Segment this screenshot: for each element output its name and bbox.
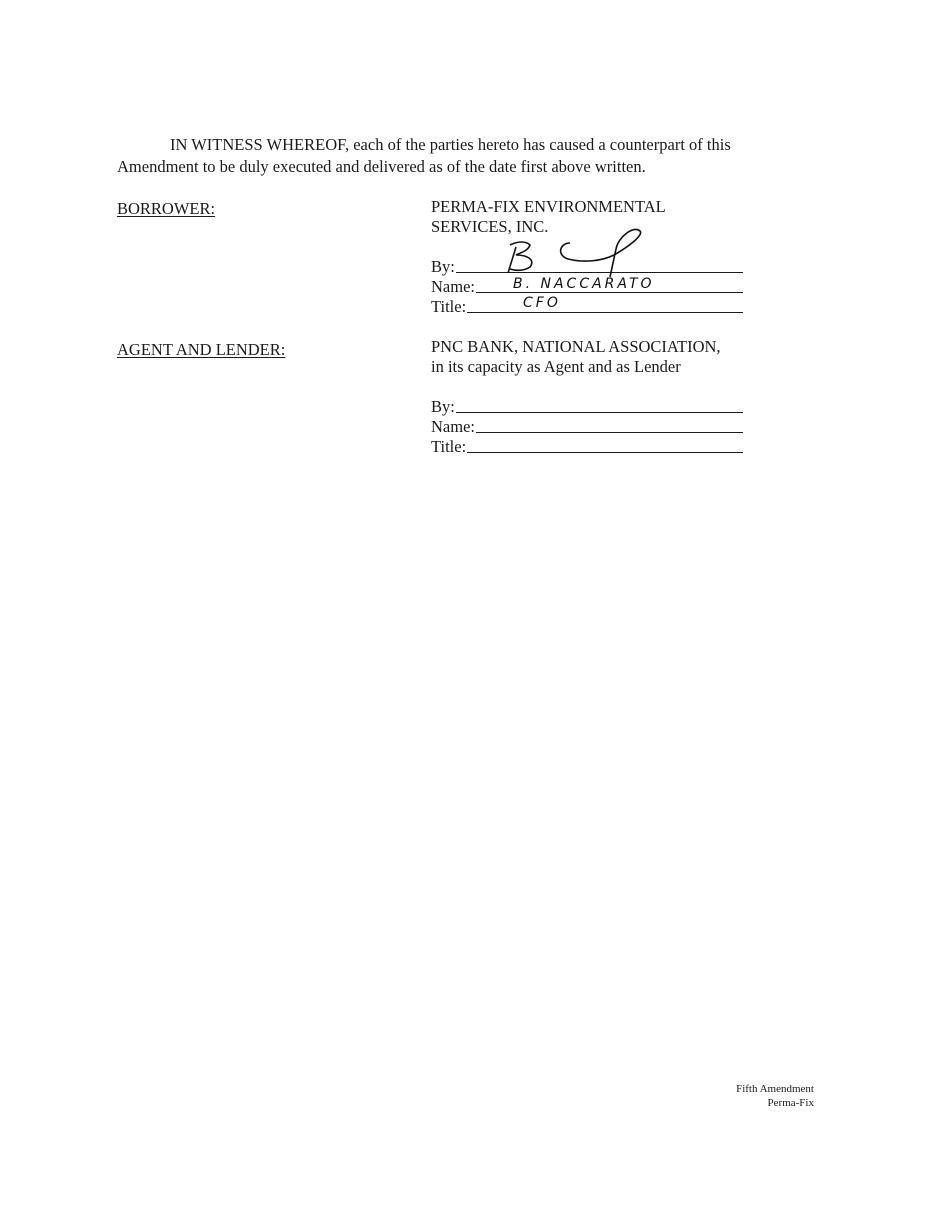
borrower-entity-line-1: PERMA-FIX ENVIRONMENTAL xyxy=(431,197,666,216)
agent-signature-block xyxy=(431,337,743,457)
agent-entity-line-1: PNC BANK, NATIONAL ASSOCIATION, xyxy=(431,337,721,356)
agent-title-field xyxy=(431,437,743,457)
agent-by-line xyxy=(456,411,743,413)
borrower-title-field xyxy=(431,297,743,317)
agent-name-field xyxy=(431,417,743,437)
agent-name-line xyxy=(476,431,743,433)
agent-label: AGENT AND LENDER: xyxy=(117,340,286,359)
borrower-title-handwritten: CFO xyxy=(523,295,561,311)
borrower-label: BORROWER: xyxy=(117,199,216,218)
agent-title-label: Title: xyxy=(431,437,467,456)
borrower-name-field xyxy=(431,277,743,297)
intro-line-2: Amendment to be duly executed and delivered as of the date first above written. xyxy=(117,157,646,176)
intro-paragraph xyxy=(117,134,797,178)
page-footer xyxy=(736,1082,814,1110)
borrower-entity-line-2: SERVICES, INC. xyxy=(431,217,549,236)
borrower-name-handwritten: B. NACCARATO xyxy=(513,276,655,292)
agent-by-field xyxy=(431,397,743,417)
footer-line-2: Perma-Fix xyxy=(767,1097,814,1109)
agent-by-label: By: xyxy=(431,397,455,416)
agent-title-line xyxy=(467,451,743,453)
borrower-title-label: Title: xyxy=(431,297,467,316)
borrower-by-label: By: xyxy=(431,257,455,276)
agent-entity-line-2: in its capacity as Agent and as Lender xyxy=(431,357,681,376)
borrower-signature xyxy=(498,225,658,277)
borrower-title-line xyxy=(467,311,743,313)
borrower-name-label: Name: xyxy=(431,277,475,296)
intro-line-1: IN WITNESS WHEREOF, each of the parties hereto has caused a counterpart of this xyxy=(170,135,731,154)
footer-line-1: Fifth Amendment xyxy=(736,1083,814,1095)
agent-name-label: Name: xyxy=(431,417,475,436)
